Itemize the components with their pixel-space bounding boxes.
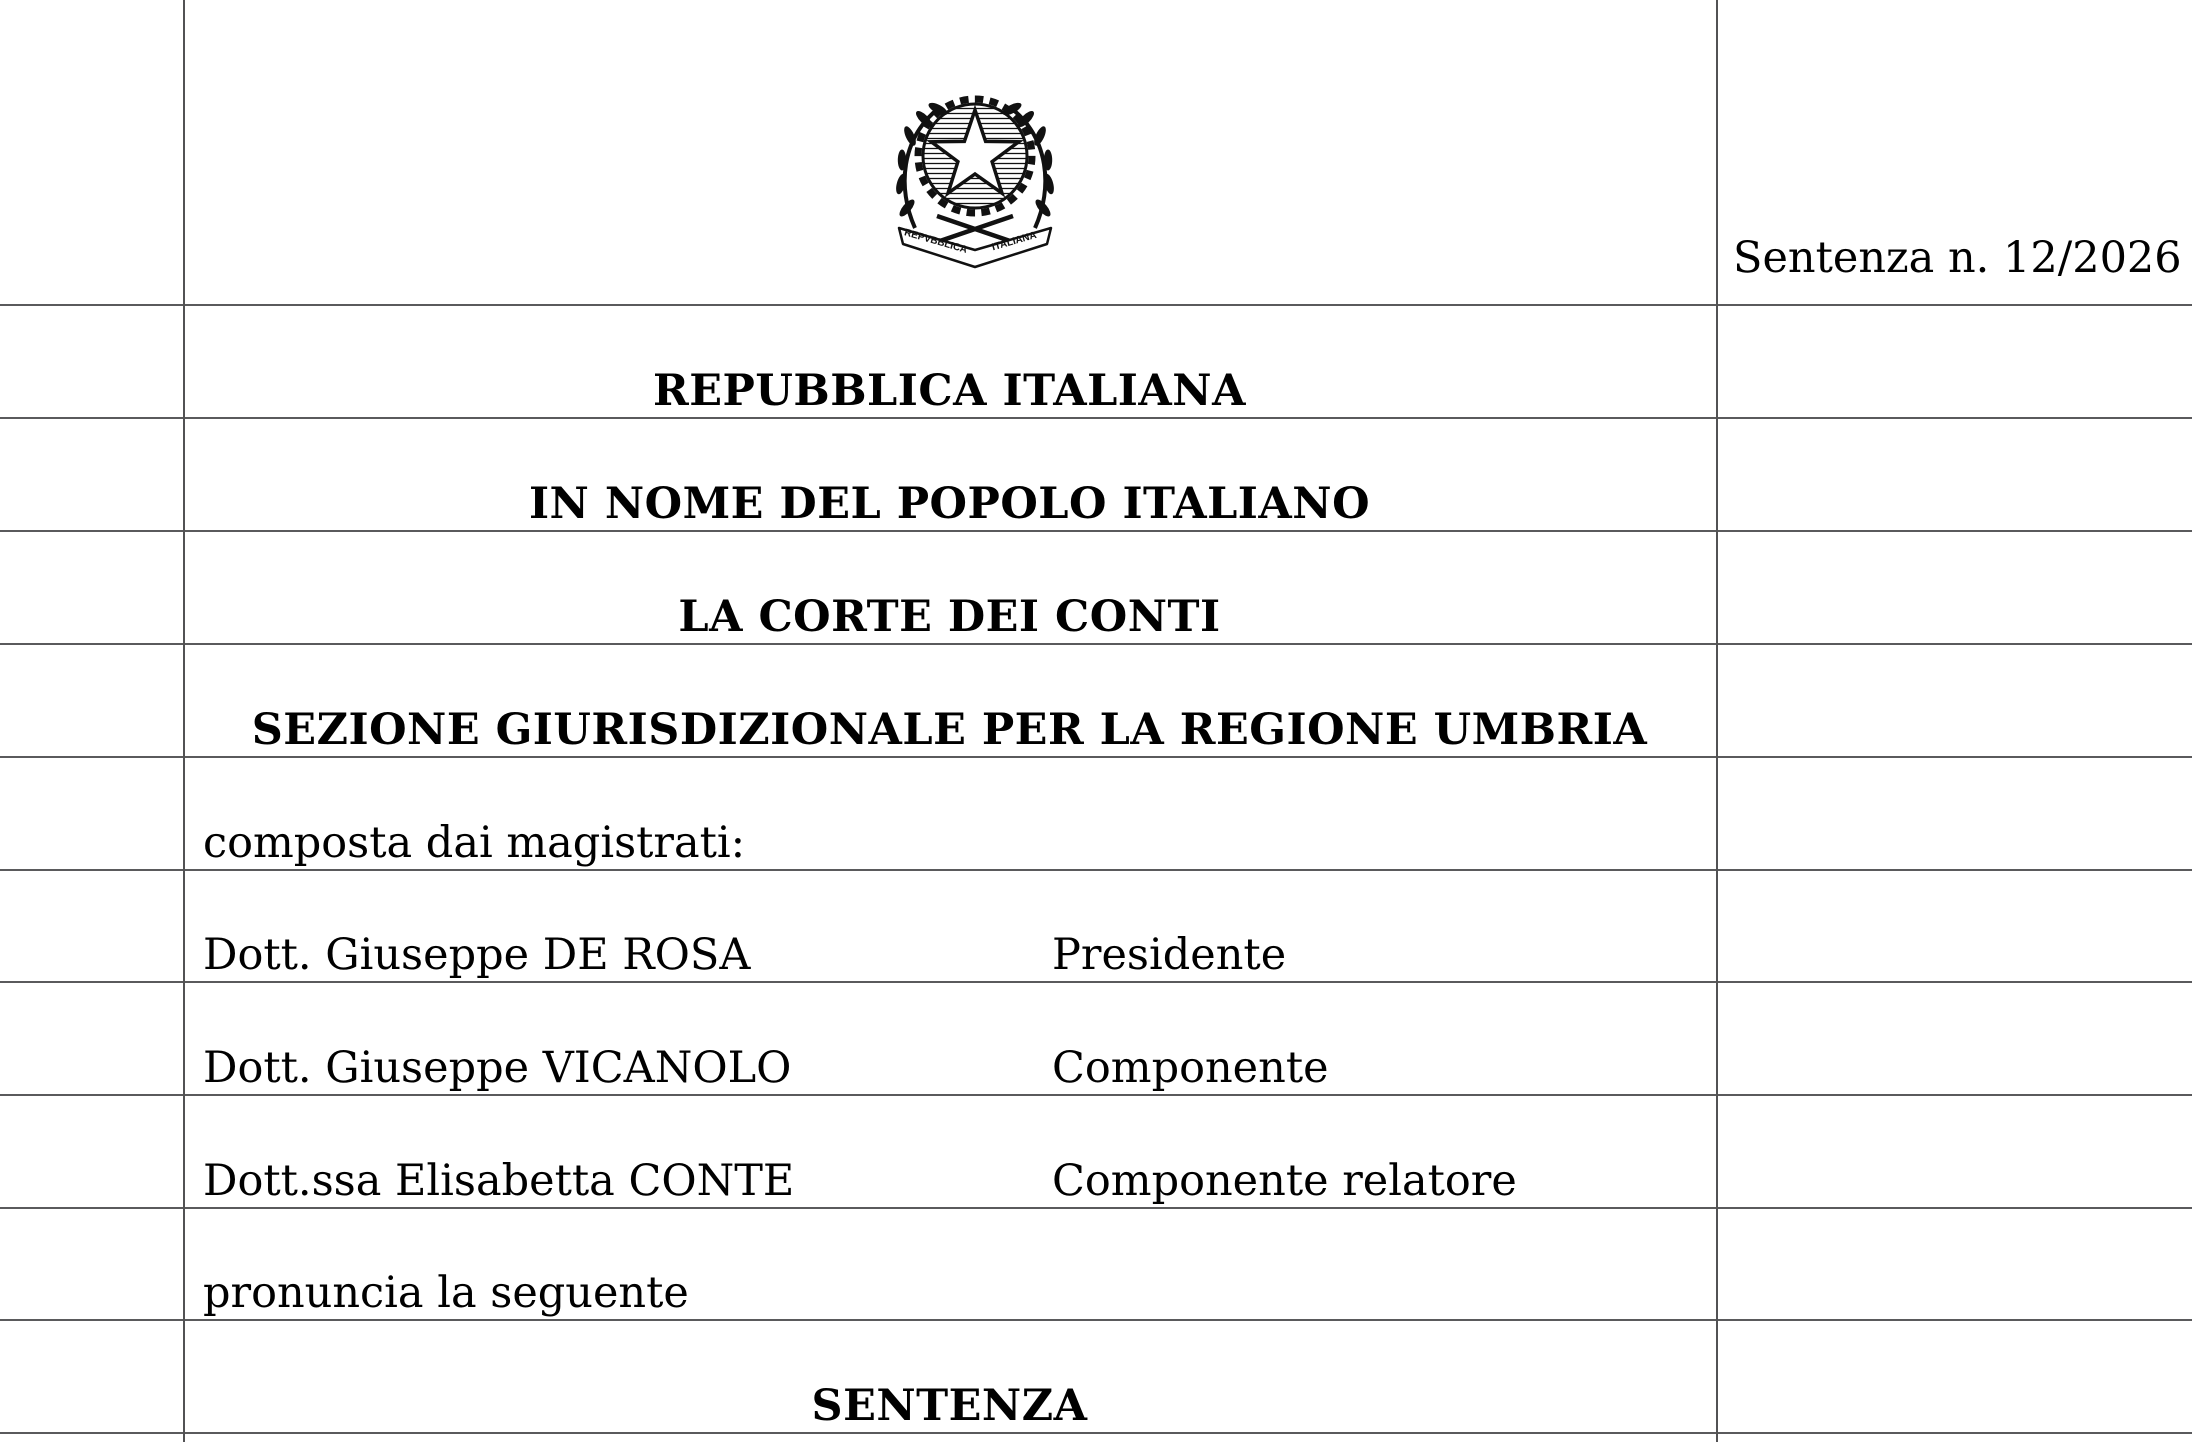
judge-row (183, 868, 1716, 981)
judgment-title: SENTENZA (811, 1380, 1088, 1431)
banner-text-right: ITALIANA (990, 229, 1038, 254)
banner-text-left: REPVBBLICA (902, 227, 969, 256)
ruled-line (0, 1432, 2192, 1434)
judge-role: Componente relatore (1052, 1155, 1517, 1206)
judge-name: Dott. Giuseppe DE ROSA (203, 929, 751, 980)
judge-name: Dott.ssa Elisabetta CONTE (203, 1155, 795, 1206)
judge-role: Presidente (1052, 929, 1287, 980)
heading-in-name-of-people: IN NOME DEL POPOLO ITALIANO (528, 478, 1371, 529)
heading-republic: REPUBBLICA ITALIANA (653, 365, 1246, 416)
heading-court: LA CORTE DEI CONTI (678, 591, 1221, 642)
case-number: Sentenza n. 12/2026 (1733, 233, 2182, 283)
heading-section: SEZIONE GIURISDIZIONALE PER LA REGIONE UMBRIA (251, 704, 1648, 755)
pronounce-line: pronuncia la seguente (203, 1267, 689, 1318)
judge-row (183, 1094, 1716, 1207)
judge-name: Dott. Giuseppe VICANOLO (203, 1042, 792, 1093)
italian-republic-emblem (885, 76, 1065, 276)
judge-row (183, 981, 1716, 1094)
judge-role: Componente (1052, 1042, 1329, 1093)
composed-intro: composta dai magistrati: (203, 817, 746, 868)
crossed-stems (937, 216, 1013, 242)
